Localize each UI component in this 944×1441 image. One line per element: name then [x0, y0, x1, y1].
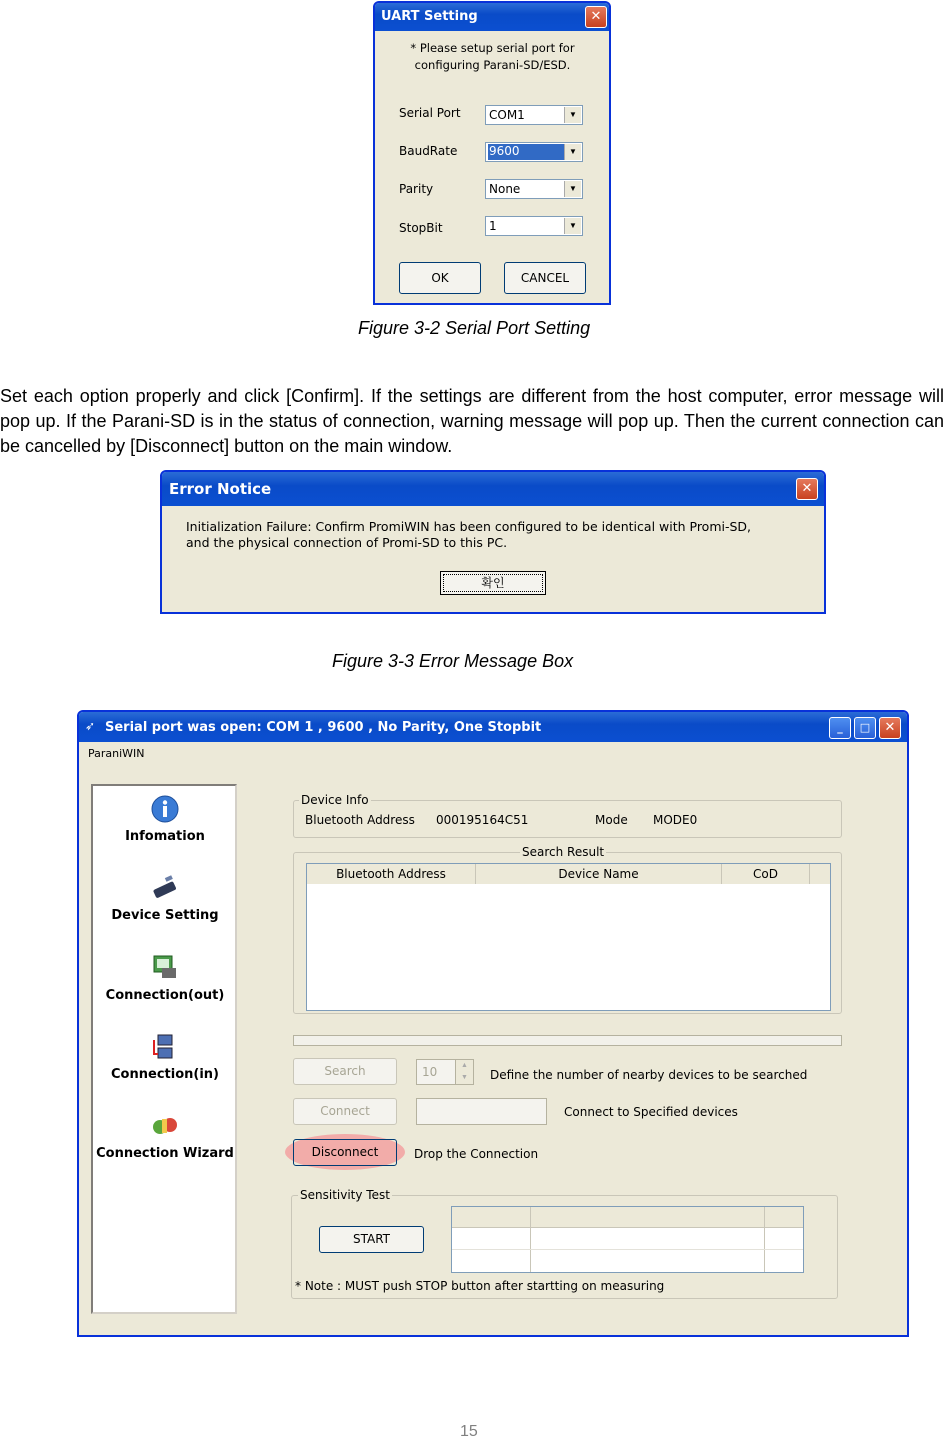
- error-title: Error Notice: [169, 480, 272, 498]
- error-dialog: [160, 470, 826, 614]
- main-titlebar: [79, 712, 907, 742]
- nav-connection-wizard[interactable]: Connection Wizard: [96, 1146, 234, 1161]
- search-button[interactable]: Search: [293, 1058, 397, 1085]
- close-icon[interactable]: ✕: [796, 478, 818, 500]
- sensitivity-col-divider: [764, 1207, 765, 1272]
- stopbit-label: StopBit: [399, 221, 443, 235]
- sensitivity-note: * Note : MUST push STOP button after startting on measuring: [295, 1279, 665, 1293]
- chevron-down-icon[interactable]: ▼: [564, 107, 581, 123]
- search-count-spinner[interactable]: ▲ ▼: [455, 1059, 474, 1085]
- chevron-down-icon[interactable]: ▼: [564, 218, 581, 234]
- connection-in-icon[interactable]: [150, 1032, 180, 1062]
- connect-target-input[interactable]: [416, 1098, 547, 1125]
- bt-address-label: Bluetooth Address: [305, 813, 415, 827]
- mode-value: MODE0: [653, 813, 698, 827]
- stopbit-select[interactable]: 1 ▼: [485, 216, 583, 236]
- figure-caption-1: Figure 3-2 Serial Port Setting: [358, 318, 591, 338]
- page-number: 15: [460, 1423, 478, 1440]
- maximize-icon[interactable]: □: [854, 717, 876, 739]
- baudrate-select[interactable]: 9600 ▼: [485, 142, 583, 162]
- error-titlebar: [162, 472, 824, 506]
- menu-paraniwin[interactable]: ParaniWIN: [88, 747, 145, 760]
- sensitivity-col-divider: [530, 1207, 531, 1272]
- error-message-line2: and the physical connection of Promi-SD to this PC.: [186, 535, 508, 550]
- parity-label: Parity: [399, 182, 434, 196]
- device-setting-icon[interactable]: [150, 873, 180, 903]
- sensitivity-header: [452, 1207, 803, 1228]
- uart-title: UART Setting: [381, 9, 478, 24]
- disconnect-description: Drop the Connection: [414, 1147, 539, 1161]
- search-result-label: Search Result: [522, 845, 605, 859]
- main-body: [79, 742, 907, 1335]
- error-body: [162, 506, 824, 612]
- sensitivity-row-divider: [452, 1249, 803, 1250]
- minimize-icon[interactable]: _: [829, 717, 851, 739]
- main-window: [77, 710, 909, 1337]
- progress-bar: [293, 1035, 842, 1046]
- serial-port-select[interactable]: COM1 ▼: [485, 105, 583, 125]
- col-device-name[interactable]: Device Name: [476, 864, 722, 884]
- search-description: Define the number of nearby devices to be searched: [490, 1068, 808, 1082]
- close-icon[interactable]: ✕: [585, 6, 607, 28]
- disconnect-button[interactable]: Disconnect: [293, 1139, 397, 1166]
- parity-select[interactable]: None ▼: [485, 179, 583, 199]
- connect-button[interactable]: Connect: [293, 1098, 397, 1125]
- start-button[interactable]: START: [319, 1226, 424, 1253]
- uart-instructions: * Please setup serial port for configuring Parani-SD/ESD.: [410, 41, 575, 72]
- app-icon: ➶: [85, 719, 96, 733]
- close-icon[interactable]: ✕: [879, 717, 901, 739]
- nav-device-setting[interactable]: Device Setting: [111, 908, 219, 923]
- uart-dialog: [373, 1, 611, 305]
- uart-titlebar: [375, 3, 609, 31]
- nav-information[interactable]: Infomation: [125, 829, 205, 844]
- col-filler: [810, 864, 830, 884]
- search-count-input[interactable]: 10: [416, 1059, 456, 1085]
- sensitivity-table: [451, 1206, 804, 1273]
- connection-out-icon[interactable]: [150, 952, 180, 982]
- error-message-line1: Initialization Failure: Confirm PromiWIN has been configured to be identical with Promi-SD,: [186, 519, 752, 534]
- mode-label: Mode: [595, 813, 628, 827]
- main-title: Serial port was open: COM 1 , 9600 , No Parity, One Stopbit: [105, 720, 542, 735]
- figure-caption-2: Figure 3-3 Error Message Box: [332, 651, 574, 671]
- sensitivity-label: Sensitivity Test: [300, 1188, 390, 1202]
- connect-description: Connect to Specified devices: [564, 1105, 738, 1119]
- nav-sidebar: [91, 784, 237, 1314]
- col-bluetooth-address[interactable]: Bluetooth Address: [307, 864, 476, 884]
- search-result-table[interactable]: [306, 863, 831, 1011]
- confirm-button[interactable]: 확인: [440, 571, 546, 595]
- col-cod[interactable]: CoD: [722, 864, 810, 884]
- nav-connection-in[interactable]: Connection(in): [111, 1067, 219, 1082]
- chevron-down-icon[interactable]: ▼: [564, 144, 581, 160]
- uart-body: [375, 31, 609, 303]
- chevron-down-icon[interactable]: ▼: [564, 181, 581, 197]
- baudrate-label: BaudRate: [399, 144, 458, 158]
- serial-port-label: Serial Port: [399, 106, 461, 120]
- ok-button[interactable]: OK: [399, 262, 481, 294]
- info-icon[interactable]: [150, 794, 180, 824]
- device-info-label: Device Info: [301, 793, 369, 807]
- nav-connection-out[interactable]: Connection(out): [105, 988, 225, 1003]
- connection-wizard-icon[interactable]: [150, 1111, 180, 1141]
- body-paragraph: Set each option properly and click [Confirm]. If the settings are different from the host computer, error message will pop up. If the Parani-SD is in the status of connection, warning message will pop up. Then the current connection can be cancelled by [Disconnect] button on the main window.: [0, 386, 944, 456]
- cancel-button[interactable]: CANCEL: [504, 262, 586, 294]
- bt-address-value: 000195164C51: [436, 813, 529, 827]
